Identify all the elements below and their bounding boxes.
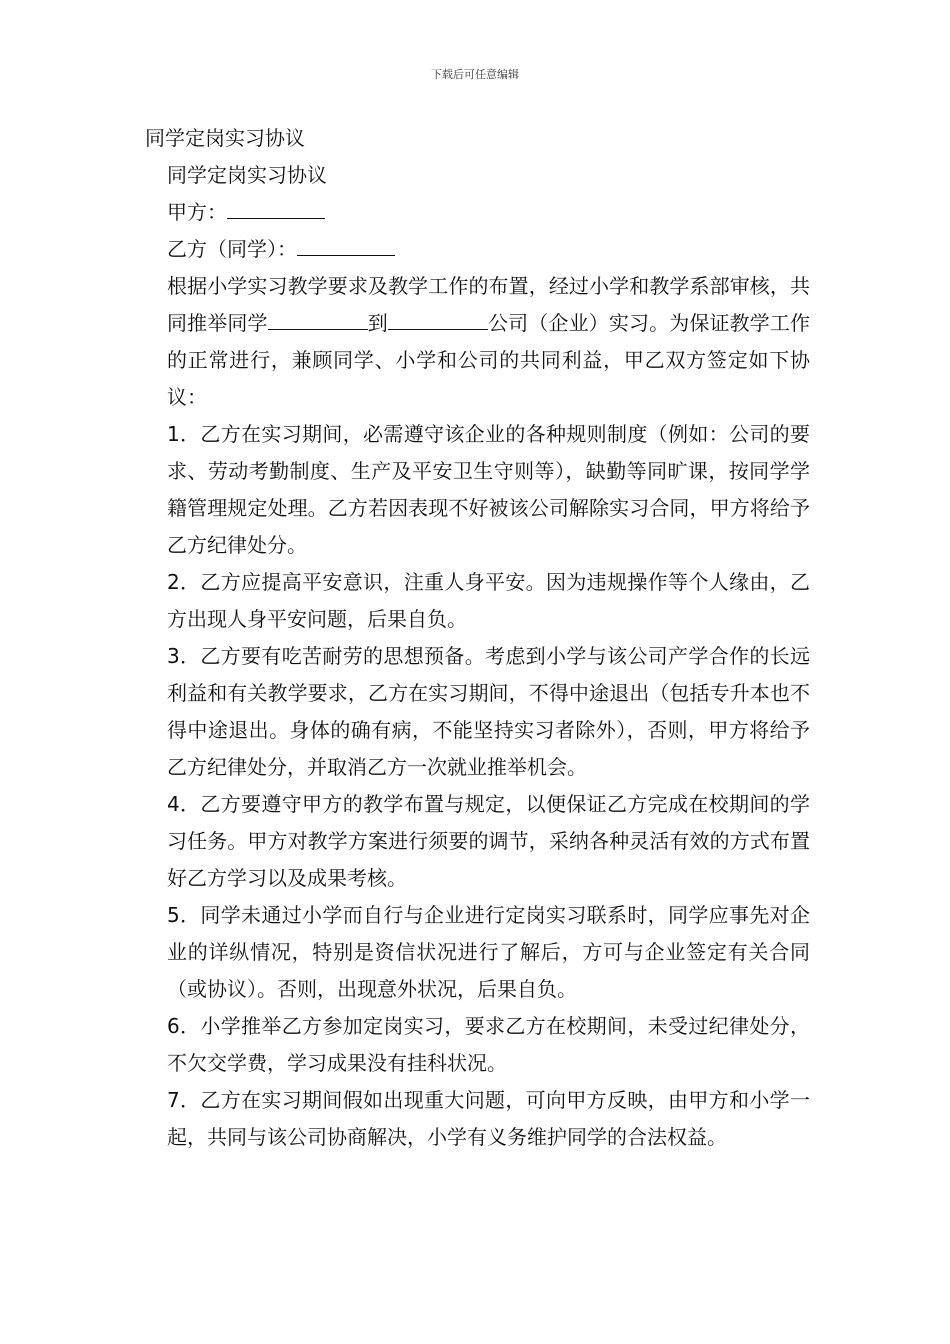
intro-text-1: 根据小学实习教学要求及教学工作的布置，经过小学和教学系部审核，共同推举同学 [167, 274, 810, 335]
clause-7: 7．乙方在实习期间假如出现重大问题，可向甲方反映，由甲方和小学一起，共同与该公司协商解决，小学有义务维护同学的合法权益。 [167, 1088, 810, 1149]
company-name-blank [388, 307, 488, 330]
party-a-label: 甲方： [167, 200, 227, 224]
party-a-line [145, 194, 810, 231]
document-title-inner: 同学定岗实习协议 [167, 163, 327, 187]
intro-paragraph [145, 268, 810, 416]
party-b-blank [297, 233, 395, 256]
clause-4: 4．乙方要遵守甲方的教学布置与规定，以便保证乙方完成在校期间的学习任务。甲方对教学方案进行须要的调节，采纳各种灵活有效的方式布置好乙方学习以及成果考核。 [167, 792, 810, 890]
clause-1: 1．乙方在实习期间，必需遵守该企业的各种规则制度（例如：公司的要求、劳动考勤制度、生产及平安卫生守则等），缺勤等同旷课，按同学学籍管理规定处理。乙方若因表现不好被该公司解除实习合同，甲方将给予乙方纪律处分。 [167, 422, 810, 557]
party-b-line [145, 231, 810, 268]
clause-2: 2．乙方应提高平安意识，注重人身平安。因为违规操作等个人缘由，乙方出现人身平安问题，后果自负。 [167, 570, 810, 631]
clause-3: 3．乙方要有吃苦耐劳的思想预备。考虑到小学与该公司产学合作的长远利益和有关教学要求，乙方在实习期间，不得中途退出（包括专升本也不得中途退出。身体的确有病，不能坚持实习者除外），否则，甲方将给予乙方纪律处分，并取消乙方一次就业推举机会。 [167, 644, 810, 779]
intro-text-2: 到 [367, 311, 388, 335]
clause-5: 5．同学未通过小学而自行与企业进行定岗实习联系时，同学应事先对企业的详纵情况，特别是资信状况进行了解后，方可与企业签定有关合同（或协议）。否则，出现意外状况，后果自负。 [167, 903, 810, 1001]
document-title-outer: 同学定岗实习协议 [145, 126, 305, 150]
page-header-note: 下载后可任意编辑 [431, 68, 519, 81]
party-b-label: 乙方（同学）： [167, 237, 297, 261]
intro-text-3: 公司（企业）实习。为保证教学工作的正常进行，兼顾同学、小学和公司的共同利益，甲乙双方签定如下协议： [167, 311, 811, 409]
student-name-blank [268, 307, 368, 330]
party-a-blank [227, 196, 325, 219]
document-body [145, 120, 810, 1156]
clause-6: 6．小学推举乙方参加定岗实习，要求乙方在校期间，未受过纪律处分，不欠交学费，学习成果没有挂科状况。 [167, 1014, 810, 1075]
